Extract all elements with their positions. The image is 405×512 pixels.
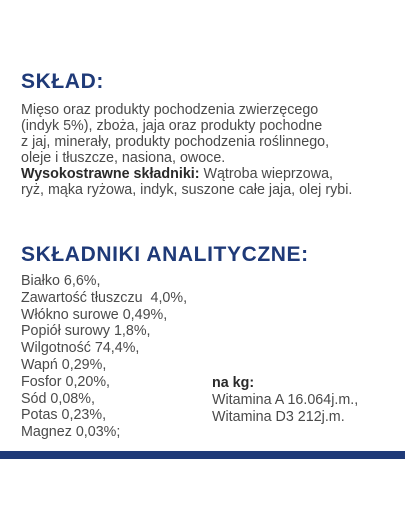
analytical-heading: SKŁADNIKI ANALITYCZNE: xyxy=(21,243,309,266)
analytical-item: Wapń 0,29%, xyxy=(21,356,107,373)
highlight-text: Wątroba wieprzowa, xyxy=(199,166,334,182)
analytical-item: Popiół surowy 1,8%, xyxy=(21,323,151,340)
analytical-item: Fosfor 0,20%, xyxy=(21,373,110,390)
vitamin-item: Witamina D3 212j.m. xyxy=(212,408,345,425)
composition-heading: SKŁAD: xyxy=(21,70,104,93)
vitamin-item: Witamina A 16.064j.m., xyxy=(212,391,359,408)
analytical-item: Potas 0,23%, xyxy=(21,407,107,424)
analytical-item: Zawartość tłuszczu 4,0%, xyxy=(21,289,188,306)
highlight-line xyxy=(21,166,393,182)
analytical-item: Włókno surowe 0,49%, xyxy=(21,306,168,323)
composition-line: z jaj, minerały, produkty pochodzenia roślinnego, xyxy=(21,134,330,150)
analytical-item: Wilgotność 74,4%, xyxy=(21,340,140,357)
composition-line: (indyk 5%), zboża, jaja oraz produkty pochodne xyxy=(21,118,323,134)
highlight-line-2: ryż, mąka ryżowa, indyk, suszone całe jaja, olej rybi. xyxy=(21,182,353,198)
composition-line: oleje i tłuszcze, nasiona, owoce. xyxy=(21,150,226,166)
analytical-item: Magnez 0,03%; xyxy=(21,424,121,441)
analytical-item: Sód 0,08%, xyxy=(21,390,95,407)
vitamins-title: na kg: xyxy=(212,375,255,391)
vitamins-list xyxy=(212,375,358,425)
analytical-list xyxy=(21,273,187,441)
composition-line: Mięso oraz produkty pochodzenia zwierzęcego xyxy=(21,102,319,118)
highlight-label: Wysokostrawne składniki: xyxy=(21,166,200,182)
bottom-divider-bar xyxy=(0,451,405,459)
analytical-item: Białko 6,6%, xyxy=(21,273,101,289)
composition-text xyxy=(21,102,393,198)
